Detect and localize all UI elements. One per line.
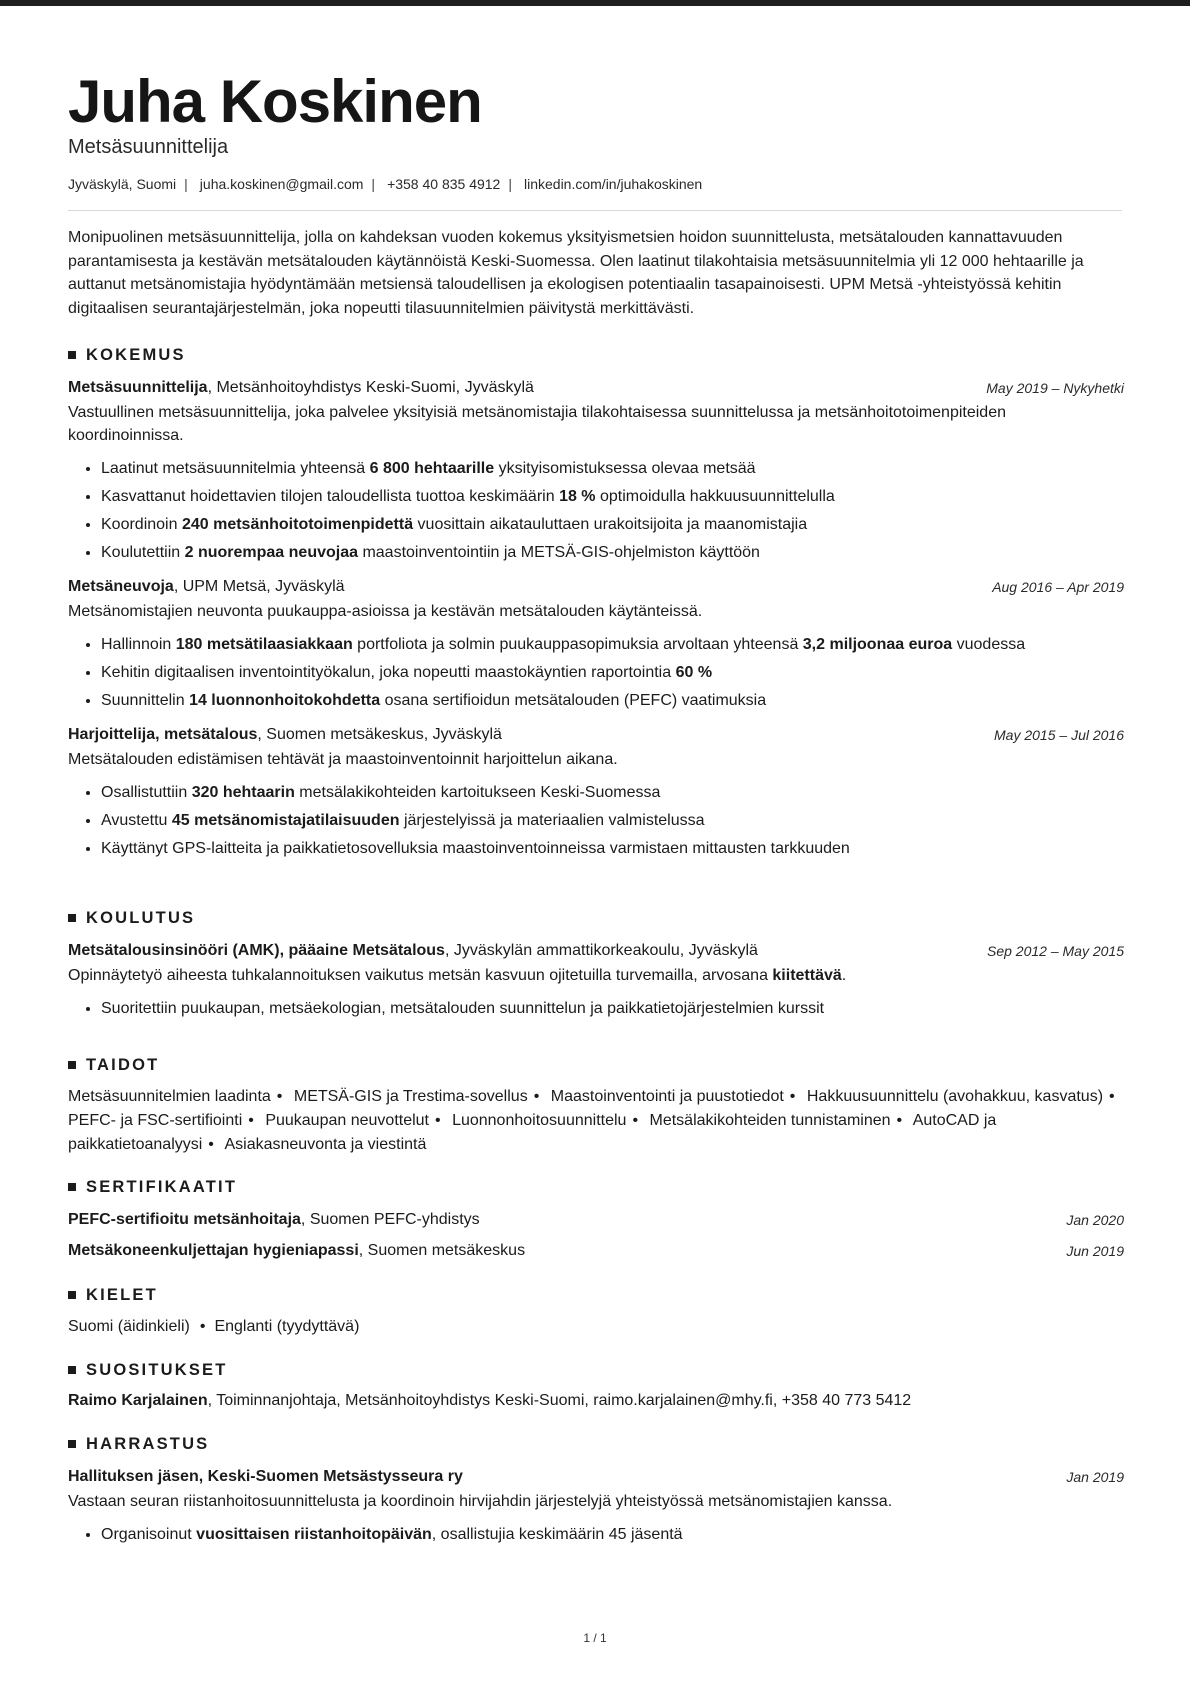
skills-list: Metsäsuunnitelmien laadinta • METSÄ-GIS ja Trestima-sovellus • Maastoinventointi ja puustotiedot • Hakkuusuunnittelu (avohakkuu, kasvatus) • PEFC- ja FSC-sertifiointi • Puukaupan neuvottelut • Luonnonhoitosuunnittelu • Metsälakikohteiden tunnistaminen • AutoCAD ja paikkatietoanalyysi • Asiakasneuvonta ja viestintä bbox=[68, 1088, 1115, 1153]
skill-item: Metsälakikohteiden tunnistaminen bbox=[649, 1112, 891, 1129]
certificate-date: Jun 2019 bbox=[1066, 1243, 1124, 1259]
section-heading-experience: KOKEMUS bbox=[68, 345, 1124, 365]
reference-details: , Toiminnanjohtaja, Metsänhoitoyhdistys Keski-Suomi, raimo.karjalainen@mhy.fi, +358 40 773 5412 bbox=[207, 1392, 912, 1409]
job-date: Aug 2016 – Apr 2019 bbox=[992, 579, 1124, 595]
candidate-title: Metsäsuunnittelija bbox=[68, 136, 229, 158]
list-item: • Käyttänyt GPS-laitteita ja paikkatietosovelluksia maastoinventoinneissa varmistaen mittausten tarkkuuden bbox=[101, 835, 1124, 863]
hobby-title: Hallituksen jäsen, Keski-Suomen Metsästysseura ry bbox=[68, 1468, 463, 1485]
skill-item: METSÄ-GIS ja Trestima-sovellus bbox=[293, 1088, 528, 1105]
square-bullet-icon bbox=[68, 914, 76, 922]
section-heading-certificates: SERTIFIKAATIT bbox=[68, 1177, 1124, 1197]
skill-item: PEFC- ja FSC-sertifiointi bbox=[68, 1112, 243, 1129]
hobby-description: Vastaan seuran riistanhoitosuunnittelusta ja koordinoin hirvijahdin järjestelyjä yhteistyössä metsänomistajien kanssa. bbox=[68, 1493, 893, 1510]
section-heading-references: SUOSITUKSET bbox=[68, 1360, 1124, 1380]
job-date: May 2015 – Jul 2016 bbox=[994, 727, 1124, 743]
job-title: Metsäsuunnittelija bbox=[68, 379, 208, 396]
job-bullets bbox=[68, 455, 1124, 567]
square-bullet-icon bbox=[68, 1061, 76, 1069]
contact-location: Jyväskylä, Suomi bbox=[68, 176, 177, 192]
skill-item: Metsäsuunnitelmien laadinta bbox=[68, 1088, 271, 1105]
education-bullets bbox=[68, 995, 1124, 1023]
hobby-bullets bbox=[68, 1521, 1124, 1549]
section-heading-education: KOULUTUS bbox=[68, 908, 1124, 928]
list-item: • Kehitin digitaalisen inventointityökalun, joka nopeutti maastokäyntien raportointia 60 % bbox=[101, 659, 1124, 687]
education-date: Sep 2012 – May 2015 bbox=[987, 943, 1124, 959]
list-item: • Suunnittelin 14 luonnonhoitokohdetta osana sertifioidun metsätalouden (PEFC) vaatimuksia bbox=[101, 687, 1124, 715]
languages-section bbox=[68, 1285, 1124, 1339]
candidate-name: Juha Koskinen bbox=[68, 68, 482, 135]
reference-entry bbox=[68, 1390, 1124, 1412]
list-item: • Laatinut metsäsuunnitelmia yhteensä 6 800 hehtaarille yksityisomistuksessa olevaa metsää bbox=[101, 455, 1124, 483]
education-header bbox=[68, 940, 1124, 962]
job-title: Metsäneuvoja bbox=[68, 578, 174, 595]
education-entry bbox=[68, 940, 1124, 1023]
job-entry bbox=[68, 576, 1124, 715]
job-bullets bbox=[68, 631, 1124, 715]
skill-item: Luonnonhoitosuunnittelu bbox=[452, 1112, 627, 1129]
square-bullet-icon bbox=[68, 1440, 76, 1448]
square-bullet-icon bbox=[68, 351, 76, 359]
certificate-title: PEFC-sertifioitu metsänhoitaja bbox=[68, 1211, 301, 1228]
list-item: • Avustettu 45 metsänomistajatilaisuuden järjestelyissä ja materiaalien valmistelussa bbox=[101, 807, 1124, 835]
job-description: Metsätalouden edistämisen tehtävät ja maastoinventoinnit harjoittelun aikana. bbox=[68, 751, 618, 768]
list-item: • Organisoinut vuosittaisen riistanhoitopäivän, osallistujia keskimäärin 45 jäsentä bbox=[101, 1521, 1124, 1549]
job-header bbox=[68, 724, 1124, 746]
square-bullet-icon bbox=[68, 1366, 76, 1374]
certificate-org: , Suomen PEFC-yhdistys bbox=[300, 1211, 480, 1228]
list-item: • Hallinnoin 180 metsätilaasiakkaan portfoliota ja solmin puukauppasopimuksia arvoltaan yhteensä 3,2 miljoonaa euroa vuodessa bbox=[101, 631, 1124, 659]
square-bullet-icon bbox=[68, 1291, 76, 1299]
section-heading-languages: KIELET bbox=[68, 1285, 1124, 1305]
education-description: Opinnäytetyö aiheesta tuhkalannoituksen vaikutus metsän kasvuun ojitetuilla turvemailla, arvosana kiitettävä. bbox=[68, 967, 847, 984]
certificates-section bbox=[68, 1177, 1124, 1262]
page-number: 1 / 1 bbox=[583, 1631, 607, 1645]
skill-item: Hakkuusuunnittelu (avohakkuu, kasvatus) bbox=[806, 1088, 1104, 1105]
skill-item: Puukaupan neuvottelut bbox=[265, 1112, 429, 1129]
hobby-header bbox=[68, 1466, 1124, 1488]
contact-phone[interactable]: +358 40 835 4912 bbox=[387, 176, 501, 192]
job-entry bbox=[68, 377, 1124, 567]
list-item: • Kasvattanut hoidettavien tilojen taloudellista tuottoa keskimäärin 18 % optimoidulla hakkuusuunnittelulla bbox=[101, 483, 1124, 511]
job-title: Harjoittelija, metsätalous bbox=[68, 726, 258, 743]
job-date: May 2019 – Nykyhetki bbox=[986, 380, 1124, 396]
job-description: Metsänomistajien neuvonta puukauppa-asioissa ja kestävän metsätalouden käytänteissä. bbox=[68, 603, 703, 620]
skills-section bbox=[68, 1055, 1124, 1157]
hobby-section bbox=[68, 1434, 1124, 1549]
skill-item: Maastoinventointi ja puustotiedot bbox=[550, 1088, 784, 1105]
contact-linkedin[interactable]: linkedin.com/in/juhakoskinen bbox=[523, 176, 703, 192]
certificate-entry bbox=[68, 1209, 1124, 1231]
job-org: , UPM Metsä, Jyväskylä bbox=[173, 578, 345, 595]
contact-separator: | bbox=[508, 176, 512, 192]
job-bullets bbox=[68, 779, 1124, 863]
contact-separator: | bbox=[371, 176, 376, 192]
hobby-entry bbox=[68, 1466, 1124, 1549]
job-description: Vastuullinen metsäsuunnittelija, joka palvelee yksityisiä metsänomistajia tilakohtaisessa suunnittelussa ja metsänhoitotoimenpiteiden koordinoinnissa. bbox=[68, 404, 1006, 444]
skill-item: Asiakasneuvonta ja viestintä bbox=[224, 1136, 427, 1153]
section-heading-skills: TAIDOT bbox=[68, 1055, 1124, 1075]
experience-section bbox=[68, 345, 1124, 863]
school: , Jyväskylän ammattikorkeakoulu, Jyväskylä bbox=[444, 942, 758, 959]
list-item: • Koordinoin 240 metsänhoitotoimenpidettä vuosittain aikatauluttaen urakoitsijoita ja maanomistajia bbox=[101, 511, 1124, 539]
certificate-entry bbox=[68, 1240, 1124, 1262]
reference-name: Raimo Karjalainen bbox=[68, 1392, 208, 1409]
skill-item: AutoCAD ja paikkatietoanalyysi bbox=[68, 1112, 997, 1153]
list-item: • Koulutettiin 2 nuorempaa neuvojaa maastoinventointiin ja METSÄ-GIS-ohjelmiston käyttöön bbox=[101, 539, 1124, 567]
header-divider bbox=[68, 210, 1122, 211]
hobby-date: Jan 2019 bbox=[1066, 1469, 1124, 1485]
languages-list: Suomi (äidinkieli) • Englanti (tyydyttävä) bbox=[68, 1318, 360, 1335]
education-section bbox=[68, 908, 1124, 1023]
contact-email[interactable]: juha.koskinen@gmail.com bbox=[199, 176, 364, 192]
certificate-date: Jan 2020 bbox=[1066, 1212, 1124, 1228]
certificate-title: Metsäkoneenkuljettajan hygieniapassi bbox=[68, 1242, 359, 1259]
degree-title: Metsätalousinsinööri (AMK), pääaine Metsätalous bbox=[68, 942, 445, 959]
contact-line bbox=[68, 176, 702, 192]
references-section bbox=[68, 1360, 1124, 1412]
certificate-org: , Suomen metsäkeskus bbox=[358, 1242, 526, 1259]
summary-paragraph: Monipuolinen metsäsuunnittelija, jolla on kahdeksan vuoden kokemus yksityismetsien hoidon suunnittelusta, metsätalouden kannattavuuden parantamisesta ja kestävän metsätalouden käytännöistä Keski-Suomessa. Olen laatinut tilakohtaisia metsäsuunnitelmia yli 12 000 hehtaarille ja auttanut metsänomistajia hyödyntämään metsiensä taloudellisen ja ekologisen potentiaalin tasapainoisesti. UPM Metsä -yhteistyössä kehitin digitaalisen seurantajärjestelmän, joka nopeutti tilasuunnitelmien päivitystä merkittävästi. bbox=[68, 229, 1084, 317]
job-header bbox=[68, 576, 1124, 598]
top-bar bbox=[0, 0, 1190, 6]
job-entry bbox=[68, 724, 1124, 863]
language-item: Suomi (äidinkieli) bbox=[68, 1318, 190, 1335]
job-header bbox=[68, 377, 1124, 399]
section-heading-hobby: HARRASTUS bbox=[68, 1434, 1124, 1454]
language-item: Englanti (tyydyttävä) bbox=[214, 1318, 360, 1335]
list-item: • Osallistuttiin 320 hehtaarin metsälakikohteiden kartoitukseen Keski-Suomessa bbox=[101, 779, 1124, 807]
job-org: , Metsänhoitoyhdistys Keski-Suomi, Jyväskylä bbox=[207, 379, 534, 396]
job-org: , Suomen metsäkeskus, Jyväskylä bbox=[257, 726, 502, 743]
square-bullet-icon bbox=[68, 1183, 76, 1191]
contact-separator: | bbox=[184, 176, 188, 192]
list-item: • Suoritettiin puukaupan, metsäekologian, metsätalouden suunnittelun ja paikkatietojärjestelmien kurssit bbox=[101, 995, 1124, 1023]
